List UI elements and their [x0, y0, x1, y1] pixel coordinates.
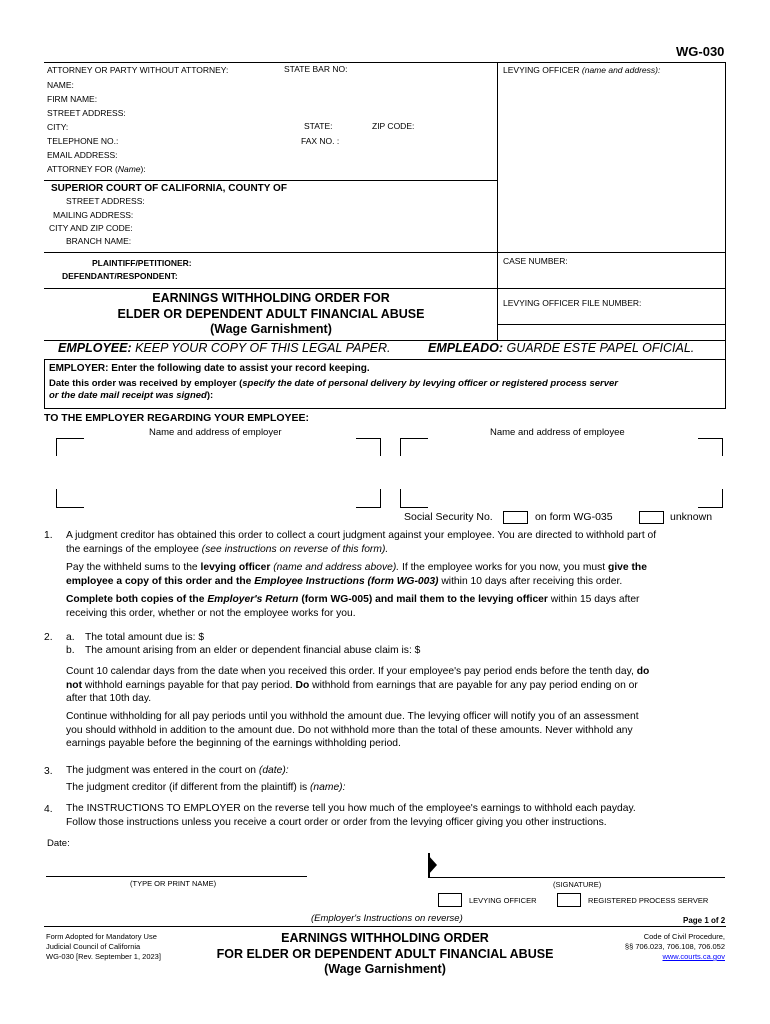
- state-label: STATE:: [304, 121, 333, 131]
- ssn-on-form-checkbox[interactable]: [503, 511, 528, 524]
- form-title-line1: EARNINGS WITHHOLDING ORDER FOR: [152, 291, 390, 305]
- item3-creditor-text: The judgment creditor (if different from the plaintiff) is (name):: [66, 782, 346, 793]
- street-address-label: STREET ADDRESS:: [47, 108, 126, 118]
- employer-bracket-tr: [356, 438, 381, 439]
- process-server-option: REGISTERED PROCESS SERVER: [588, 896, 709, 905]
- file-number-bottom-border: [497, 324, 726, 325]
- caption-vertical-divider: [497, 62, 498, 291]
- employer-bracket-bl: [56, 507, 84, 508]
- item1-paragraph3: Complete both copies of the Employer's Return (form WG-005) and mail them to the levying officer within 15 days after receiving this order, whether or not the employee works for you.: [66, 594, 640, 619]
- levying-officer-checkbox[interactable]: [438, 893, 462, 907]
- employee-bracket-bl-v: [400, 489, 401, 507]
- state-bar-label: STATE BAR NO:: [284, 64, 348, 74]
- date-field[interactable]: [78, 836, 278, 850]
- unknown-label: unknown: [670, 511, 713, 523]
- item2-number: 2.: [44, 632, 53, 643]
- employer-address-label: Name and address of employer: [149, 427, 282, 438]
- employee-bracket-br: [698, 507, 723, 508]
- title-top-border: [44, 288, 726, 289]
- item1-number: 1.: [44, 530, 53, 541]
- employer-bracket-br-v: [380, 489, 381, 507]
- item1-paragraph1: A judgment creditor has obtained this order to collect a court judgment against your employee. You are directed to withhold part of the earnings of the employee (see instructions on reverse of this form).: [66, 530, 657, 555]
- item3-number: 3.: [44, 766, 53, 777]
- employer-address-field[interactable]: [60, 442, 376, 504]
- footer-rule: [44, 926, 726, 927]
- signature-label: (SIGNATURE): [553, 880, 602, 889]
- employer-bracket-bl-v: [56, 489, 57, 507]
- court-title: SUPERIOR COURT OF CALIFORNIA, COUNTY OF: [51, 183, 287, 194]
- firm-name-label: FIRM NAME:: [47, 94, 98, 104]
- courts-website-link[interactable]: www.courts.ca.gov: [662, 952, 725, 961]
- levying-officer-option: LEVYING OFFICER: [469, 896, 537, 905]
- print-name-field[interactable]: [46, 858, 306, 874]
- item4-number: 4.: [44, 804, 53, 815]
- footer-title-line2: FOR ELDER OR DEPENDENT ADULT FINANCIAL ABUSE: [216, 946, 554, 961]
- date-label: Date:: [47, 838, 70, 849]
- total-amount-field[interactable]: [224, 631, 374, 644]
- employer-date-received: Date this order was received by employer (specify the date of personal delivery by levying officer or registered process server: [49, 378, 619, 389]
- city-label: CITY:: [47, 122, 69, 132]
- parties-top-border: [44, 252, 726, 253]
- court-city-zip-label: CITY AND ZIP CODE:: [49, 223, 133, 233]
- to-employer-heading: TO THE EMPLOYER REGARDING YOUR EMPLOYEE:: [44, 412, 310, 424]
- employer-date-instruction: EMPLOYER: Enter the following date to assist your record keeping.: [49, 363, 370, 374]
- employer-bracket-tl-v: [56, 438, 57, 456]
- employer-bracket-tr-v: [380, 438, 381, 456]
- footer-title-line1: EARNINGS WITHHOLDING ORDER: [281, 931, 489, 945]
- ssn-label: Social Security No.: [404, 511, 493, 523]
- caption-top-border: [44, 62, 726, 63]
- employer-bracket-tl: [56, 438, 84, 439]
- footer-title: [200, 931, 570, 978]
- employee-bracket-tr-v: [722, 438, 723, 456]
- item2-paragraph1: Count 10 calendar days from the date when you received this order. If your employee's pay period ends before the tenth day, do not withhold earnings payable for that pay period. Do withhold from earnings that are payable for any pay period ending on or after that 10th day.: [66, 666, 650, 704]
- sign-here-bar-icon: [428, 853, 430, 877]
- item2a-text: The total amount due is: $: [85, 632, 205, 643]
- employee-bracket-tr: [698, 438, 723, 439]
- employee-bracket-tl-v: [400, 438, 401, 456]
- form-title-line3: (Wage Garnishment): [210, 322, 332, 336]
- court-branch-label: BRANCH NAME:: [66, 236, 132, 246]
- item4-paragraph: The INSTRUCTIONS TO EMPLOYER on the reverse tell you how much of the employee's earnings to withhold each payday. Follow those instructions unless you receive a court order or order from the levying officer giving you other instructions.: [66, 803, 636, 828]
- item2a-label: a.: [66, 632, 75, 643]
- item3-text: The judgment was entered in the court on (date):: [66, 765, 289, 776]
- form-title: [44, 291, 498, 338]
- employee-address-field[interactable]: [404, 442, 718, 504]
- employee-bracket-br-v: [722, 489, 723, 507]
- signature-line: [428, 877, 725, 878]
- zip-label: ZIP CODE:: [372, 121, 415, 131]
- employee-bracket-tl: [400, 438, 428, 439]
- footer-title-line3: (Wage Garnishment): [324, 962, 446, 976]
- on-form-label: on form WG-035: [535, 511, 613, 523]
- employee-bracket-bl: [400, 507, 428, 508]
- print-name-line: [46, 876, 307, 877]
- employer-date-mail: or the date mail receipt was signed):: [49, 390, 214, 401]
- attorney-for-label: ATTORNEY FOR (Name):: [47, 164, 146, 174]
- ssn-unknown-checkbox[interactable]: [639, 511, 664, 524]
- employee-address-label: Name and address of employee: [490, 427, 625, 438]
- fax-label: FAX NO. :: [301, 136, 340, 146]
- page-number: Page 1 of 2: [683, 916, 726, 925]
- levying-officer-label: LEVYING OFFICER (name and address):: [503, 65, 661, 75]
- case-number-label: CASE NUMBER:: [503, 256, 568, 266]
- code-citation: Code of Civil Procedure, §§ 706.023, 706.108, 706.052 www.courts.ca.gov: [624, 932, 725, 961]
- court-mailing-label: MAILING ADDRESS:: [53, 210, 134, 220]
- abuse-amount-field[interactable]: [462, 644, 612, 657]
- form-id: WG-030: [676, 44, 725, 59]
- name-label: NAME:: [47, 80, 74, 90]
- defendant-label: DEFENDANT/RESPONDENT:: [62, 271, 178, 281]
- court-street-label: STREET ADDRESS:: [66, 196, 145, 206]
- empleado-notice: EMPLEADO: GUARDE ESTE PAPEL OFICIAL.: [428, 341, 695, 355]
- caption-right-border: [725, 62, 726, 359]
- judgment-date-field[interactable]: [315, 764, 515, 777]
- process-server-checkbox[interactable]: [557, 893, 581, 907]
- print-name-label: (TYPE OR PRINT NAME): [130, 879, 217, 888]
- file-number-label: LEVYING OFFICER FILE NUMBER:: [503, 298, 642, 308]
- telephone-label: TELEPHONE NO.:: [47, 136, 119, 146]
- judgment-creditor-field[interactable]: [380, 781, 680, 794]
- item1-paragraph2: Pay the withheld sums to the levying officer (name and address above). If the employee works for you now, you must give the employee a copy of this order and the Employee Instructions (form WG-003) within 10 days after receiving this order.: [66, 562, 647, 587]
- signature-field[interactable]: [440, 858, 724, 874]
- email-label: EMAIL ADDRESS:: [47, 150, 118, 160]
- item2-paragraph2: Continue withholding for all pay periods until you withhold the amount due. The levying officer will notify you of an assessment you should withhold in addition to the amount due. Do not withhold more than the total of these amounts. Never withhold any earnings payable before the beginning of the earnings withholding period.: [66, 711, 639, 749]
- form-title-line2: ELDER OR DEPENDENT ADULT FINANCIAL ABUSE: [117, 306, 425, 321]
- employer-bracket-br: [356, 507, 381, 508]
- form-adopted-block: Form Adopted for Mandatory Use Judicial Council of California WG-030 [Rev. September 1, 2023]: [46, 932, 161, 961]
- item2b-text: The amount arising from an elder or dependent financial abuse claim is: $: [85, 645, 421, 656]
- court-top-border: [44, 180, 498, 181]
- item2b-label: b.: [66, 645, 75, 656]
- attorney-label: ATTORNEY OR PARTY WITHOUT ATTORNEY:: [47, 65, 229, 75]
- reverse-note: (Employer's Instructions on reverse): [311, 913, 463, 924]
- plaintiff-label: PLAINTIFF/PETITIONER:: [92, 258, 192, 268]
- employee-notice: EMPLOYEE: KEEP YOUR COPY OF THIS LEGAL PAPER.: [58, 341, 391, 355]
